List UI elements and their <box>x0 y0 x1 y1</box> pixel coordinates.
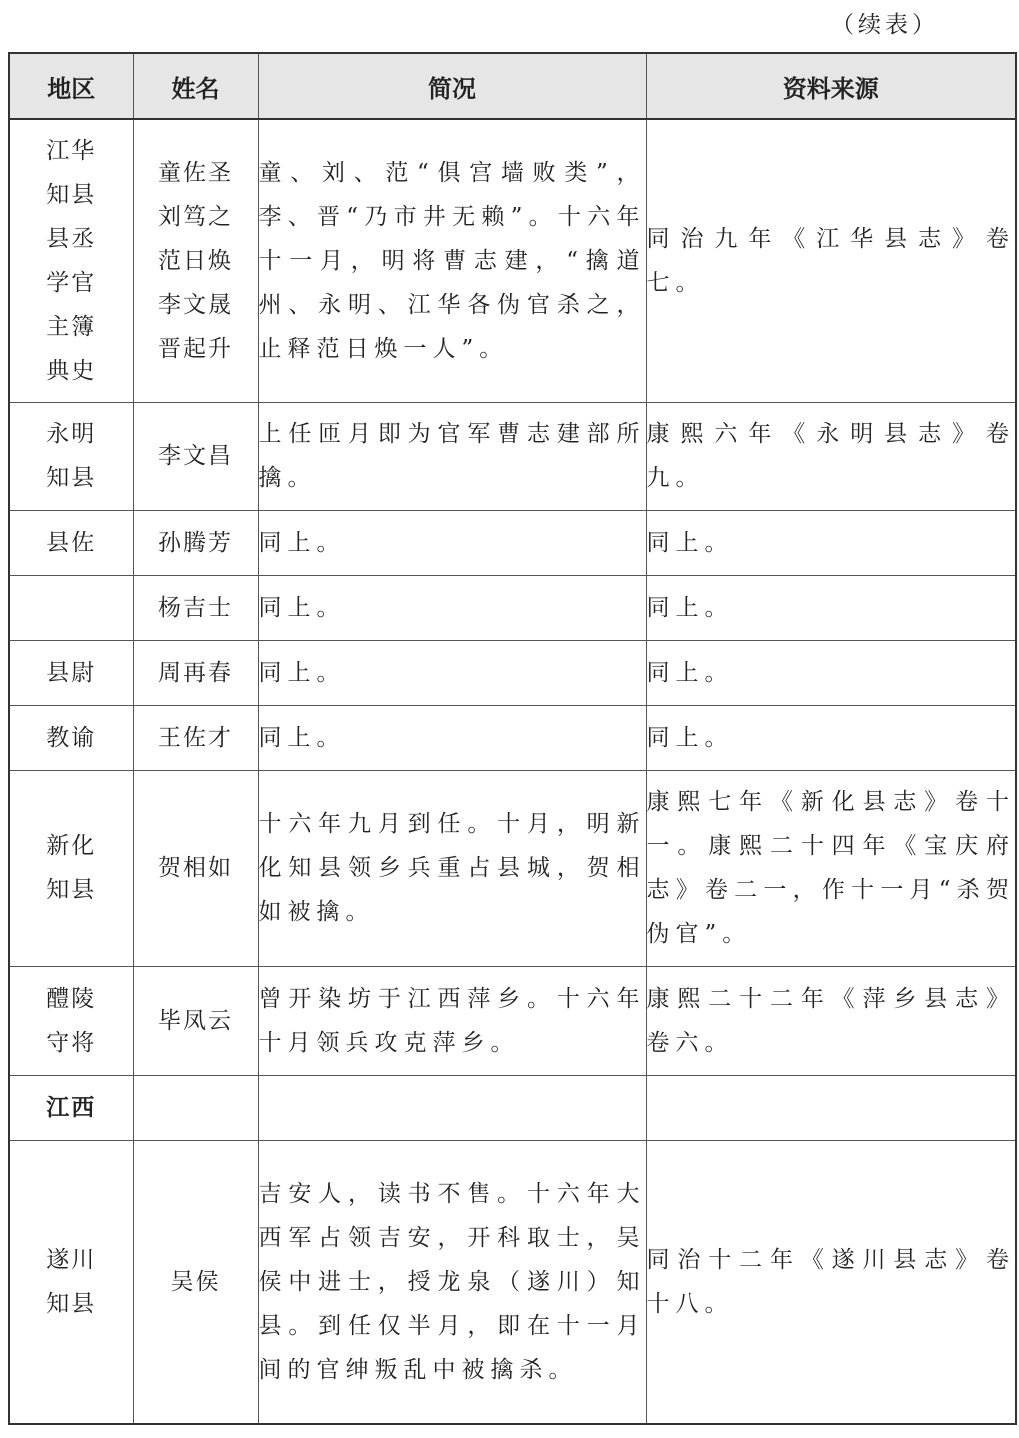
region-cell: 县佐 <box>9 510 133 575</box>
officials-table <box>8 52 1017 1425</box>
name-cell: 童佐圣 刘笃之 范日焕 李文晟 晋起升 <box>133 119 258 402</box>
name-cell: 杨吉士 <box>133 575 258 640</box>
source-cell: 康熙二十二年《萍乡县志》卷六。 <box>646 966 1016 1075</box>
header-name: 姓名 <box>133 53 258 119</box>
region-cell: 醴陵 守将 <box>9 966 133 1075</box>
summary-cell: 吉安人，读书不售。十六年大西军占领吉安，开科取士，吴侯中进士，授龙泉（遂川）知县。到任仅半月，即在十一月间的官绅叛乱中被擒杀。 <box>258 1140 646 1424</box>
header-region: 地区 <box>9 53 133 119</box>
region-cell: 江华 知县 县丞 学官 主簿 典史 <box>9 119 133 402</box>
summary-cell: 同上。 <box>258 705 646 770</box>
region-cell: 遂川 知县 <box>9 1140 133 1424</box>
summary-cell: 童、刘、范“俱宫墙败类”，李、晋“乃市井无赖”。十六年十一月，明将曹志建，“擒道州、永明、江华各伪官杀之，止释范日焕一人”。 <box>258 119 646 402</box>
table-row <box>9 575 1016 640</box>
region-cell: 县尉 <box>9 640 133 705</box>
table-row <box>9 510 1016 575</box>
header-summary: 简况 <box>258 53 646 119</box>
table-row <box>9 402 1016 510</box>
summary-cell: 同上。 <box>258 640 646 705</box>
region-cell: 新化 知县 <box>9 770 133 966</box>
table-row <box>9 119 1016 402</box>
summary-cell: 曾开染坊于江西萍乡。十六年十月领兵攻克萍乡。 <box>258 966 646 1075</box>
name-cell: 毕凤云 <box>133 966 258 1075</box>
table-row <box>9 1140 1016 1424</box>
source-cell <box>646 1075 1016 1140</box>
name-cell: 李文昌 <box>133 402 258 510</box>
source-cell: 同治九年《江华县志》卷七。 <box>646 119 1016 402</box>
table-row <box>9 966 1016 1075</box>
table-row <box>9 640 1016 705</box>
name-cell: 贺相如 <box>133 770 258 966</box>
summary-cell: 十六年九月到任。十月，明新化知县领乡兵重占县城，贺相如被擒。 <box>258 770 646 966</box>
source-cell: 同上。 <box>646 705 1016 770</box>
region-cell: 永明 知县 <box>9 402 133 510</box>
header-row <box>9 53 1016 119</box>
table-row <box>9 1075 1016 1140</box>
table-row <box>9 705 1016 770</box>
name-cell <box>133 1075 258 1140</box>
source-cell: 同上。 <box>646 510 1016 575</box>
summary-cell: 同上。 <box>258 575 646 640</box>
region-cell <box>9 575 133 640</box>
source-cell: 同上。 <box>646 640 1016 705</box>
name-cell: 王佐才 <box>133 705 258 770</box>
province-heading-cell: 江西 <box>9 1075 133 1140</box>
source-cell: 同上。 <box>646 575 1016 640</box>
name-cell: 周再春 <box>133 640 258 705</box>
name-cell: 孙腾芳 <box>133 510 258 575</box>
summary-cell: 同上。 <box>258 510 646 575</box>
region-cell: 教谕 <box>9 705 133 770</box>
source-cell: 同治十二年《遂川县志》卷十八。 <box>646 1140 1016 1424</box>
source-cell: 康熙六年《永明县志》卷九。 <box>646 402 1016 510</box>
header-source: 资料来源 <box>646 53 1016 119</box>
continued-label: （续表） <box>831 12 939 38</box>
name-cell: 吴侯 <box>133 1140 258 1424</box>
summary-cell: 上任匝月即为官军曹志建部所擒。 <box>258 402 646 510</box>
summary-cell <box>258 1075 646 1140</box>
source-cell: 康熙七年《新化县志》卷十一。康熙二十四年《宝庆府志》卷二一，作十一月“杀贺伪官”。 <box>646 770 1016 966</box>
table-row <box>9 770 1016 966</box>
